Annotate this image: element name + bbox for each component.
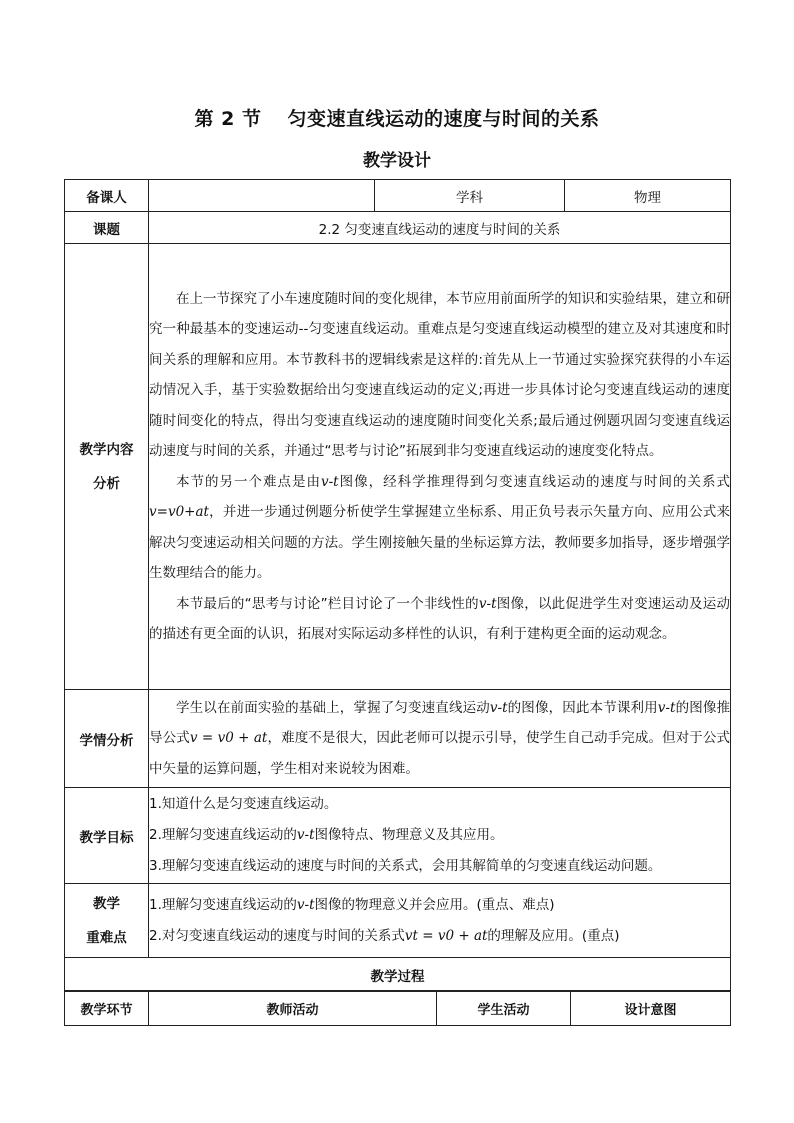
preparer-value (149, 180, 375, 212)
student-analysis-row (65, 690, 731, 788)
student-analysis-text: 学生以在前面实验的基础上，掌握了匀变速直线运动v-t的图像，因此本节课利用v-t的图像推导公式v = v0 + at，难度不是很大，因此老师可以提示引导，使学生自己动手完成。但对于公式中矢量的运算问题，学生相对来说较为困难。 (149, 690, 731, 788)
document-subtitle: 教学设计 (363, 151, 431, 171)
process-title-row (65, 958, 731, 992)
content-paragraph-1: 在上一节探究了小车速度随时间的变化规律，本节应用前面所学的知识和实验结果，建立和研究一种最基本的变速运动--匀变速直线运动。重难点是匀变速直线运动模型的建立及对其速度和时间关系的理解和应用。本节教科书的逻辑线索是这样的:首先从上一节通过实验探究获得的小车运动情况入手，基于实验数据给出匀变速直线运动的定义;再进一步具体讨论匀变速直线运动的速度随时间变化的特点，得出匀变速直线运动的速度随时间变化关系;最后通过例题巩固匀变速直线运动速度与时间的关系，并通过“思考与讨论”拓展到非匀变速直线运动的速度变化特点。 (149, 290, 730, 459)
key-point-2: 2.对匀变速直线运动的速度与时间的关系式vt = v0 + at的理解及应用。(重点) (149, 927, 620, 944)
lesson-plan-table (64, 179, 731, 992)
page-title (0, 104, 794, 131)
objective-2: 2.理解匀变速直线运动的v-t图像特点、物理意义及其应用。 (149, 827, 504, 843)
preparer-label: 备课人 (65, 180, 149, 212)
content-paragraph-3: 本节最后的“思考与讨论”栏目讨论了一个非线性的v-t图像，以此促进学生对变速运动及运动的描述有更全面的认识，拓展对实际运动多样性的认识，有利于建构更全面的运动观念。 (149, 595, 730, 642)
process-title: 教学过程 (65, 958, 731, 992)
content-analysis-label: 教学内容 分析 (65, 244, 149, 690)
process-header-row (65, 991, 731, 1026)
objectives-label: 教学目标 (65, 788, 149, 884)
key-point-1: 1.理解匀变速直线运动的v-t图像的物理意义并会应用。(重点、难点) (149, 896, 555, 913)
objectives-row (65, 788, 731, 884)
student-analysis-label: 学情分析 (65, 690, 149, 788)
subject-value: 物理 (565, 180, 731, 212)
topic-value: 2.2 匀变速直线运动的速度与时间的关系 (149, 212, 731, 244)
process-col-intent: 设计意图 (571, 991, 731, 1026)
content-analysis-row (65, 244, 731, 690)
objective-3: 3.理解匀变速直线运动的速度与时间的关系式，会用其解简单的匀变速直线运动问题。 (149, 858, 662, 874)
key-points-row (65, 884, 731, 958)
subject-label: 学科 (375, 180, 565, 212)
objectives-text (149, 788, 731, 884)
section-number: 第 2 节 (194, 108, 262, 130)
topic-row (65, 212, 731, 244)
process-col-student: 学生活动 (437, 991, 571, 1026)
topic-label: 课题 (65, 212, 149, 244)
header-row (65, 180, 731, 212)
process-col-teacher: 教师活动 (149, 991, 437, 1026)
process-col-stage: 教学环节 (65, 991, 149, 1026)
section-title: 匀变速直线运动的速度与时间的关系 (287, 108, 600, 130)
content-analysis-text (149, 244, 731, 690)
key-points-label: 教学 重难点 (65, 884, 149, 958)
content-paragraph-2: 本节的另一个难点是由v-t图像，经科学推理得到匀变速直线运动的速度与时间的关系式v=v0+at，并进一步通过例题分析使学生掌握建立坐标系、用正负号表示矢量方向、应用公式来解决匀变速运动相关问题的方法。学生刚接触矢量的坐标运算方法，教师要多加指导，逐步增强学生数理结合的能力。 (149, 473, 731, 581)
key-points-text (149, 884, 731, 958)
objective-1: 1.知道什么是匀变速直线运动。 (149, 796, 338, 812)
process-header-table (64, 990, 731, 1026)
